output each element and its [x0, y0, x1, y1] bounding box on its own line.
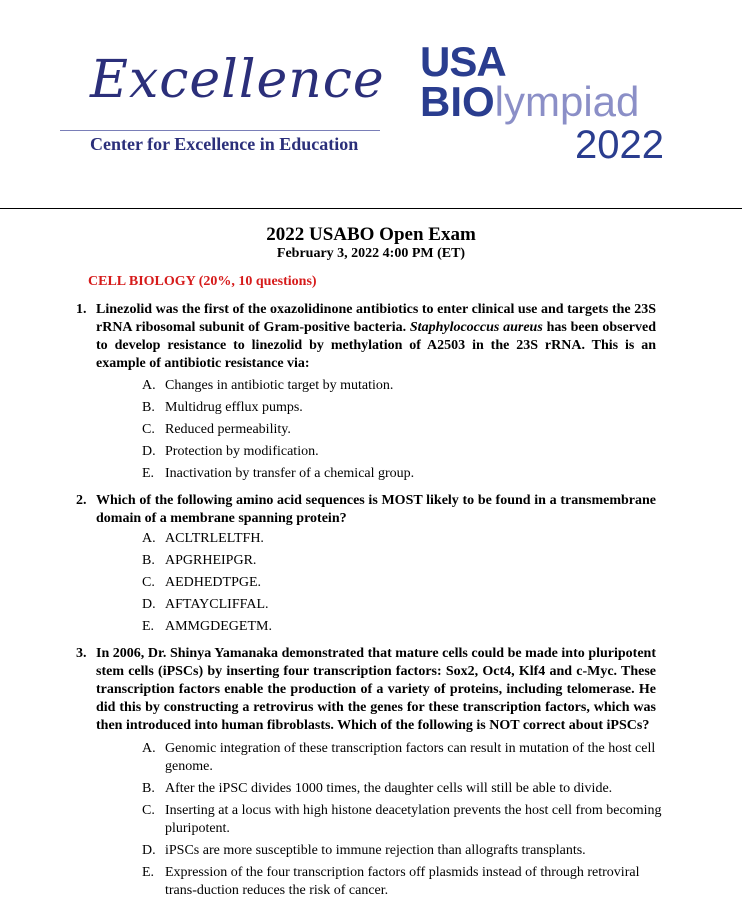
option-letter: B.	[142, 400, 155, 415]
option-letter: C.	[142, 422, 155, 437]
option-letter: C.	[142, 575, 155, 590]
excellence-subtitle: Center for Excellence in Education	[90, 134, 359, 154]
usabo-biolympiad-text	[420, 78, 639, 126]
option-text: Protection by modification.	[165, 444, 319, 459]
option-1a[interactable]	[142, 377, 662, 395]
option-2c[interactable]	[142, 574, 662, 592]
option-text: AFTAYCLIFFAL.	[165, 597, 269, 612]
header-divider	[0, 208, 742, 209]
option-text: ACLTRLELTFH.	[165, 531, 264, 546]
option-text: AMMGDEGETM.	[165, 619, 272, 634]
excellence-logo	[60, 50, 390, 160]
option-2b[interactable]	[142, 552, 662, 570]
option-letter: A.	[142, 531, 156, 546]
option-letter: B.	[142, 781, 155, 796]
usabo-year: 2022	[575, 123, 664, 167]
option-text: Inserting at a locus with high histone deacetylation prevents the host cell from becoming pluripotent.	[165, 803, 662, 836]
option-3c[interactable]	[142, 802, 662, 838]
species-name: Staphylococcus aureus	[409, 320, 543, 335]
option-1c[interactable]	[142, 421, 662, 439]
option-3a[interactable]	[142, 740, 662, 776]
option-1b[interactable]	[142, 399, 662, 417]
option-letter: D.	[142, 843, 156, 858]
option-text: Reduced permeability.	[165, 422, 291, 437]
option-3d[interactable]	[142, 842, 662, 860]
option-text: Genomic integration of these transcription factors can result in mutation of the host cell genome.	[165, 741, 656, 774]
option-3e[interactable]	[142, 864, 662, 900]
option-letter: D.	[142, 597, 156, 612]
option-letter: A.	[142, 378, 156, 393]
option-letter: B.	[142, 553, 155, 568]
section-heading: CELL BIOLOGY (20%, 10 questions)	[88, 274, 317, 289]
question-3	[76, 645, 656, 735]
option-3b[interactable]	[142, 780, 662, 798]
option-2e[interactable]	[142, 618, 662, 636]
bio-prefix: BIO	[420, 78, 495, 125]
question-text: In 2006, Dr. Shinya Yamanaka demonstrated that mature cells could be made into pluripotent stem cells (iPSCs) by inserting four transcription factors: Sox2, Oct4, Klf4 and c-Myc. These transcription factors enable the production of a variety of proteins, including telomerase. He did this by constructing a retrovirus with the genes for these transcription factors, which was then introduced into human fibroblasts. Which of the following is NOT correct about iPSCs?	[96, 646, 656, 733]
excellence-script-text: Excellence	[90, 50, 385, 110]
option-letter: C.	[142, 803, 155, 818]
usabo-logo	[420, 38, 670, 168]
option-text: After the iPSC divides 1000 times, the daughter cells will still be able to divide.	[165, 781, 613, 796]
logo-divider	[60, 130, 380, 131]
question-number: 1.	[76, 302, 87, 317]
option-text: Multidrug efflux pumps.	[165, 400, 303, 415]
option-1d[interactable]	[142, 443, 662, 461]
option-letter: E.	[142, 466, 155, 481]
option-letter: E.	[142, 865, 155, 880]
option-2a[interactable]	[142, 530, 662, 548]
option-letter: E.	[142, 619, 155, 634]
option-text: Expression of the four transcription factors off plasmids instead of through retroviral trans-duction reduces the risk of cancer.	[165, 865, 640, 898]
question-2	[76, 492, 656, 528]
exam-title: 2022 USABO Open Exam	[266, 224, 476, 245]
exam-date: February 3, 2022 4:00 PM (ET)	[276, 246, 466, 261]
question-number: 2.	[76, 493, 87, 508]
question-text-cont: has been observed to develop resistance to linezolid by methylation of A2503 in the 23S rRNA. This is an example of antibiotic resistance via:	[96, 320, 657, 371]
option-text: APGRHEIPGR.	[165, 553, 257, 568]
option-text: Changes in antibiotic target by mutation.	[165, 378, 394, 393]
option-letter: D.	[142, 444, 156, 459]
option-1e[interactable]	[142, 465, 662, 483]
question-text: Linezolid was the first of the oxazolidinone antibiotics to enter clinical use and targets the 23S rRNA ribosomal subunit of Gram-positive bacteria.	[96, 302, 656, 335]
option-2d[interactable]	[142, 596, 662, 614]
option-text: Inactivation by transfer of a chemical group.	[165, 466, 415, 481]
option-letter: A.	[142, 741, 156, 756]
bio-suffix: lympiad	[494, 78, 640, 125]
question-text: Which of the following amino acid sequences is MOST likely to be found in a transmembrane domain of a membrane spanning protein?	[96, 493, 656, 526]
question-number: 3.	[76, 646, 87, 661]
usabo-usa-text: USA	[420, 38, 506, 85]
question-1	[76, 301, 657, 373]
option-text: AEDHEDTPGE.	[165, 575, 262, 590]
option-text: iPSCs are more susceptible to immune rejection than allografts transplants.	[165, 843, 586, 858]
